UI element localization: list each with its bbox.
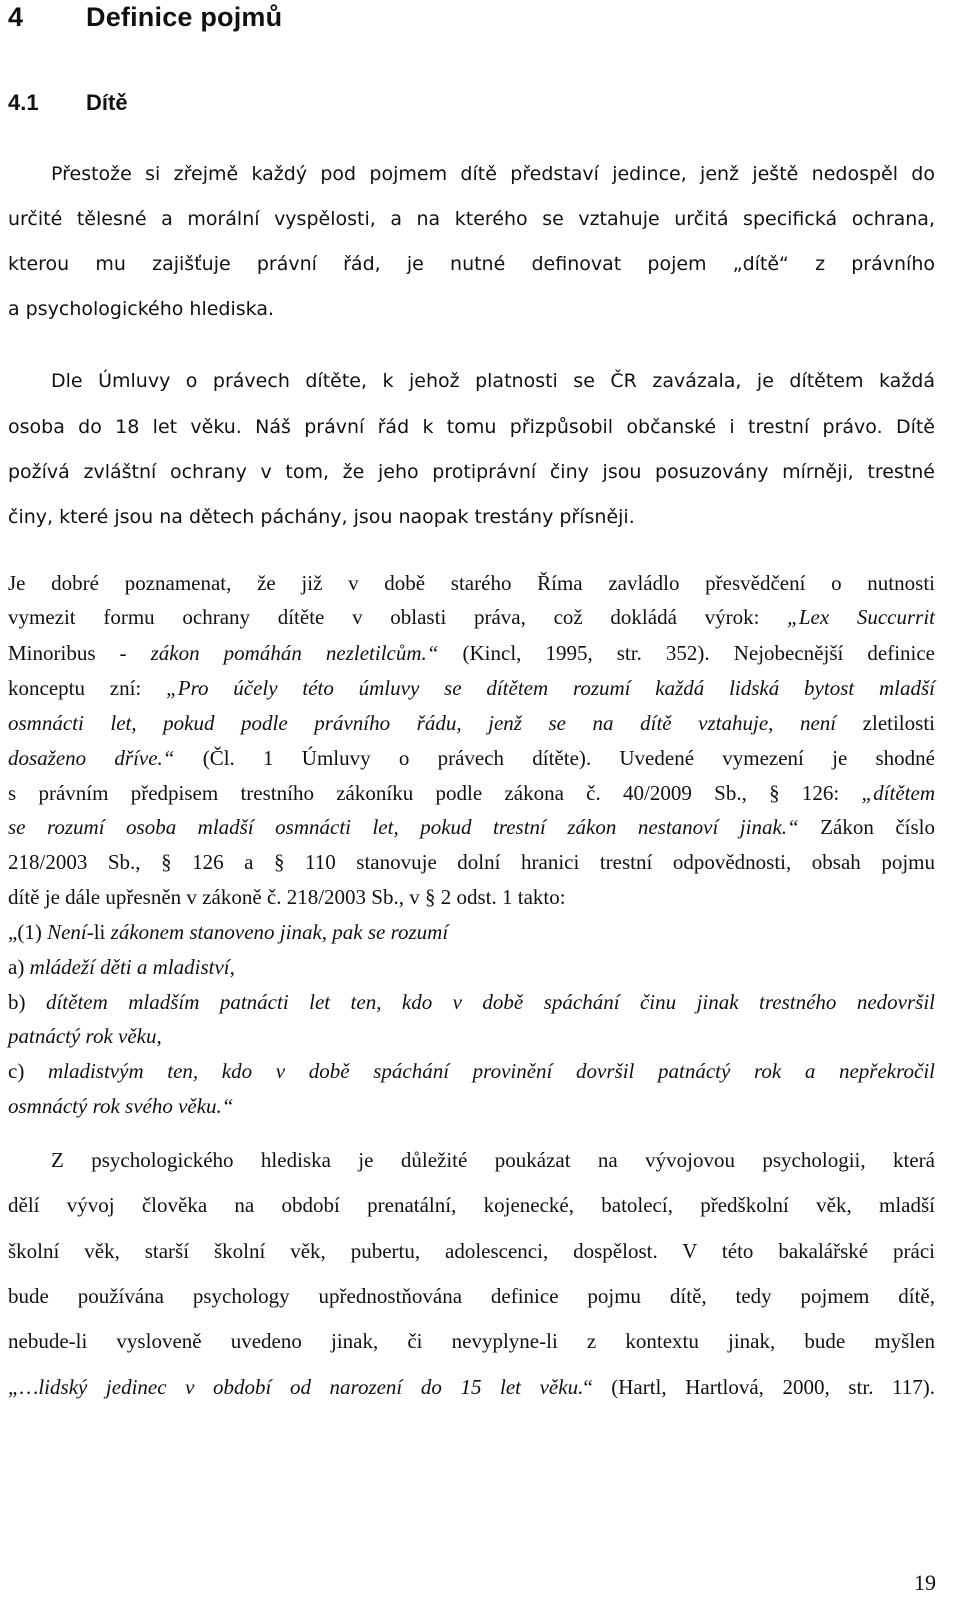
paragraph-line: „(1) Není-li zákonem stanoveno jinak, pak se rozumí	[8, 920, 449, 944]
page-number: 19	[914, 1570, 936, 1595]
quote: zákon pomáhán nezletilcům.“	[150, 641, 439, 665]
paragraph-line: Minoribus - zákon pomáhán nezletilcům.“ (Kincl, 1995, str. 352). Nejobecnější definice	[8, 641, 936, 665]
paragraph-line: vymezit formu ochrany dítěte v oblasti práva, což dokládá výrok: „Lex Succurrit	[8, 605, 936, 629]
paragraph-line: se rozumí osoba mladší osmnácti let, pokud trestní zákon nestanoví jinak.“ Zákon číslo	[8, 815, 935, 839]
paragraph-line: s právním předpisem trestního zákoníku podle zákona č. 40/2009 Sb., § 126: „dítětem	[8, 781, 935, 805]
quote: osmnácti let, pokud podle právního řádu, jenž se na dítě vztahuje, není	[8, 711, 837, 735]
paragraph-line: b) dítětem mladším patnácti let ten, kdo v době spáchání činu jinak trestného nedovršil	[8, 990, 936, 1014]
paragraph-line: Přestože si zřejmě každý pod pojmem dítě představí jedince, jenž ještě nedospěl do	[51, 163, 935, 185]
paragraph-line: kterou mu zajišťuje právní řád, je nutné definovat pojem „dítě“ z právního	[8, 253, 935, 275]
paragraph-line: osmnácti let, pokud podle právního řádu, jenž se na dítě vztahuje, není zletilosti	[8, 711, 935, 735]
paragraph-line: dosaženo dříve.“ (Čl. 1 Úmluvy o právech dítěte). Uvedené vymezení je shodné	[8, 746, 935, 770]
paragraph-line: osmnáctý rok svého věku.“	[8, 1094, 234, 1118]
paragraph-line: určité tělesné a morální vyspělosti, a na kterého se vztahuje určitá specifická ochrana,	[8, 208, 935, 230]
paragraph-line: c) mladistvým ten, kdo v době spáchání provinění dovršil patnáctý rok a nepřekročil	[8, 1059, 935, 1083]
paragraph-line: a psychologického hlediska.	[8, 298, 275, 320]
paragraph-line: činy, které jsou na dětech páchány, jsou naopak trestány přísněji.	[8, 506, 635, 528]
quote: „…lidský jedinec v období od narození do 15 let věku.	[8, 1375, 584, 1399]
paragraph-line: bude používána psychology upřednostňována definice pojmu dítě, tedy pojmem dítě,	[8, 1284, 935, 1308]
paragraph-line: dělí vývoj člověka na období prenatální, kojenecké, batolecí, předškolní věk, mladší	[8, 1193, 935, 1217]
paragraph-line: nebude-li vysloveně uvedeno jinak, či nevyplyne-li z kontextu jinak, bude myšlen	[8, 1329, 935, 1353]
paragraph-line: konceptu zní: „Pro účely této úmluvy se dítětem rozumí každá lidská bytost mladší	[8, 676, 936, 700]
paragraph-line: a) mládeží děti a mladiství,	[8, 955, 235, 979]
paragraph-line: Dle Úmluvy o právech dítěte, k jehož platnosti se ČR zavázala, je dítětem každá	[51, 370, 935, 392]
quote: dosaženo dříve.“	[8, 746, 175, 770]
paragraph-line: 218/2003 Sb., § 126 a § 110 stanovuje dolní hranici trestní odpovědnosti, obsah pojmu	[8, 850, 935, 874]
section-number: 4.1	[8, 90, 39, 115]
quote: „Lex Succurrit	[787, 605, 936, 629]
section-title: Dítě	[86, 90, 128, 115]
quote: „dítětem	[861, 781, 935, 805]
quote: se rozumí osoba mladší osmnácti let, pokud trestní zákon nestanoví jinak.“	[8, 815, 799, 839]
paragraph-line: osoba do 18 let věku. Náš právní řád k tomu přizpůsobil občanské i trestní právo. Dítě	[8, 416, 935, 438]
paragraph-line: školní věk, starší školní věk, pubertu, adolescenci, dospělost. V této bakalářské práci	[8, 1239, 935, 1263]
chapter-heading	[8, 2, 282, 33]
quote: „Pro účely této úmluvy se dítětem rozumí každá lidská bytost mladší	[166, 676, 936, 700]
chapter-title: Definice pojmů	[86, 2, 283, 32]
paragraph-line: „…lidský jedinec v období od narození do 15 let věku.“ (Hartl, Hartlová, 2000, str. 117).	[8, 1375, 935, 1399]
section-heading	[8, 90, 128, 116]
paragraph-line: Je dobré poznamenat, že již v době starého Říma zavládlo přesvědčení o nutnosti	[8, 571, 935, 595]
paragraph-line: patnáctý rok věku,	[8, 1024, 162, 1048]
paragraph-line: požívá zvláštní ochrany v tom, že jeho protiprávní činy jsou posuzovány mírněji, trestné	[8, 461, 935, 483]
paragraph-line: dítě je dále upřesněn v zákoně č. 218/2003 Sb., v § 2 odst. 1 takto:	[8, 885, 566, 909]
chapter-number: 4	[8, 2, 24, 32]
paragraph-line: Z psychologického hlediska je důležité poukázat na vývojovou psychologii, která	[51, 1148, 935, 1172]
